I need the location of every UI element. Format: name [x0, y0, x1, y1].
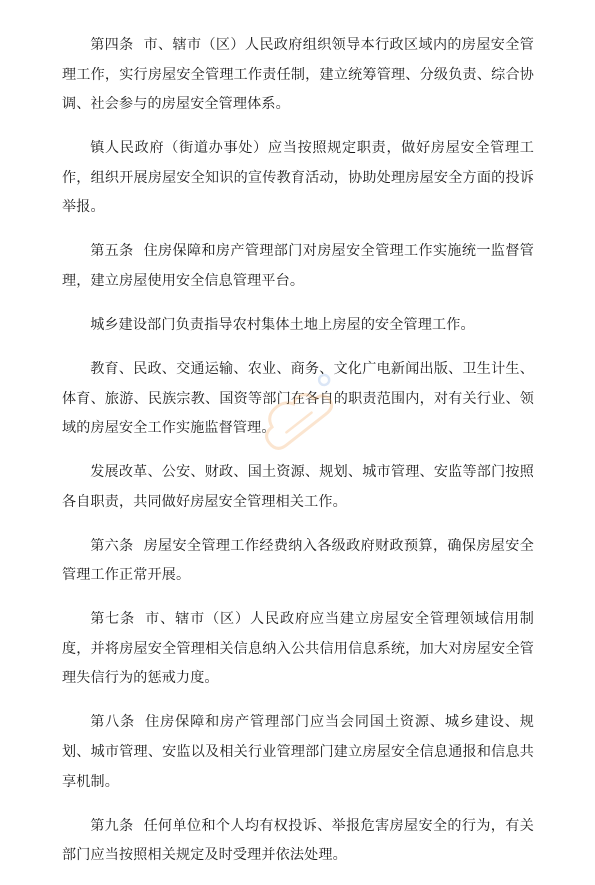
article-number: 第五条	[90, 243, 134, 260]
paragraph-text: 教育、民政、交通运输、农业、商务、文化广电新闻出版、卫生计生、体育、旅游、民族宗教、国资等部门在各自的职责范围内，对有关行业、领域的房屋安全工作实施监督管理。	[62, 360, 534, 437]
paragraph-industry-depts	[62, 355, 534, 444]
article-number: 第七条	[90, 611, 136, 628]
paragraph-text: 镇人民政府（街道办事处）应当按照规定职责，做好房屋安全管理工作，组织开展房屋安全知识的宣传教育活动，协助处理房屋安全方面的投诉举报。	[62, 140, 534, 216]
paragraph-text: 住房保障和房产管理部门对房屋安全管理工作实施统一监督管理，建立房屋使用安全信息管理平台。	[62, 243, 534, 289]
paragraph-text: 市、辖市（区）人民政府应当建立房屋安全管理领域信用制度，并将房屋安全管理相关信息纳入公共信用信息系统，加大对房屋安全管理失信行为的惩戒力度。	[62, 611, 534, 687]
article-number: 第九条	[90, 817, 134, 834]
paragraph-text: 房屋安全管理工作经费纳入各级政府财政预算，确保房屋安全管理工作正常开展。	[62, 537, 534, 584]
paragraph-urban-rural-dept	[62, 311, 534, 341]
paragraph-article-9	[62, 812, 534, 871]
document-page	[62, 31, 534, 885]
article-number: 第八条	[90, 714, 136, 731]
paragraph-other-depts	[62, 458, 534, 517]
paragraph-article-5	[62, 237, 534, 296]
paragraph-article-6	[62, 532, 534, 591]
paragraph-article-4	[62, 31, 534, 120]
paragraph-township-duties	[62, 134, 534, 223]
paragraph-text: 住房保障和房产管理部门应当会同国土资源、城乡建设、规划、城市管理、安监以及相关行业管理部门建立房屋安全信息通报和信息共享机制。	[62, 714, 534, 790]
paragraph-article-8	[62, 708, 534, 797]
article-number: 第四条	[90, 37, 134, 53]
paragraph-text: 城乡建设部门负责指导农村集体土地上房屋的安全管理工作。	[90, 316, 475, 333]
paragraph-text: 发展改革、公安、财政、国土资源、规划、城市管理、安监等部门按照各自职责，共同做好房屋安全管理相关工作。	[62, 464, 534, 510]
paragraph-text: 市、辖市（区）人民政府组织领导本行政区域内的房屋安全管理工作，实行房屋安全管理工作责任制，建立统筹管理、分级负责、综合协调、社会参与的房屋安全管理体系。	[62, 37, 534, 113]
paragraph-article-7	[62, 605, 534, 694]
article-number: 第六条	[90, 537, 134, 554]
paragraph-text: 任何单位和个人均有权投诉、举报危害房屋安全的行为，有关部门应当按照相关规定及时受理并依法处理。	[62, 817, 534, 864]
